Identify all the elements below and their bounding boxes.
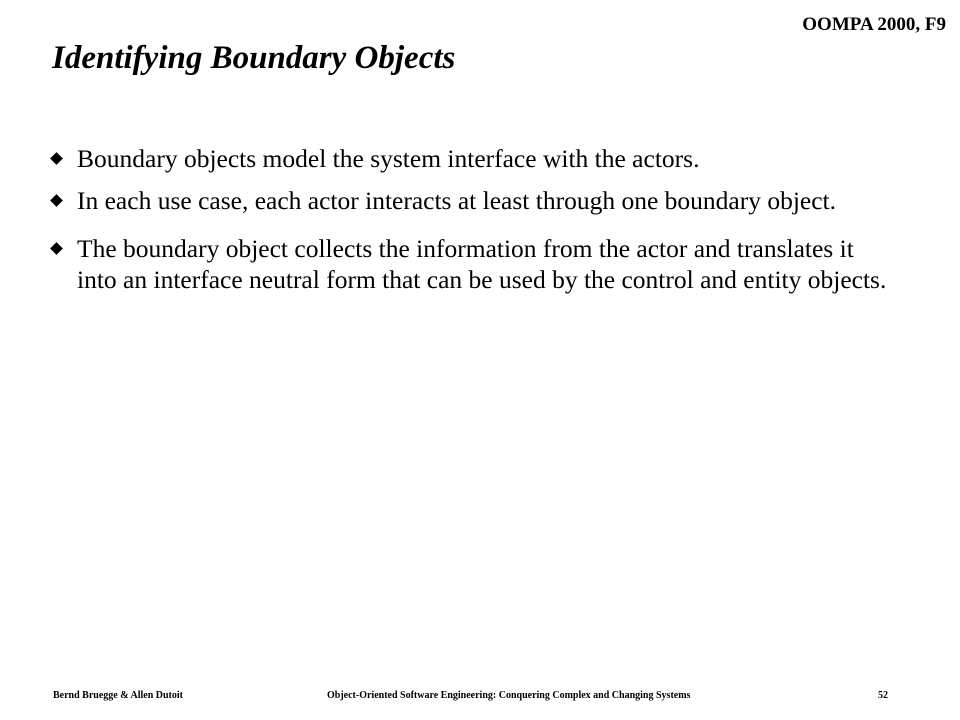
footer-page-number: 52 xyxy=(878,690,888,701)
diamond-bullet-icon xyxy=(50,152,63,165)
bullet-item xyxy=(48,233,888,295)
bullet-text: The boundary object collects the information from the actor and translates it into an interface neutral form that can be used by the control and entity objects. xyxy=(77,234,887,294)
bullet-text: Boundary objects model the system interface with the actors. xyxy=(77,144,700,173)
footer-book-title: Object-Oriented Software Engineering: Conquering Complex and Changing Systems xyxy=(327,690,691,701)
footer-authors: Bernd Bruegge & Allen Dutoit xyxy=(53,690,183,701)
bullet-item xyxy=(48,143,888,174)
bullet-text: In each use case, each actor interacts at least through one boundary object. xyxy=(77,186,836,215)
bullet-item xyxy=(48,185,888,216)
diamond-bullet-icon xyxy=(50,194,63,207)
slide-title: Identifying Boundary Objects xyxy=(52,40,456,76)
course-tag: OOMPA 2000, F9 xyxy=(802,14,946,35)
diamond-bullet-icon xyxy=(50,242,63,255)
bullet-list xyxy=(48,143,888,306)
